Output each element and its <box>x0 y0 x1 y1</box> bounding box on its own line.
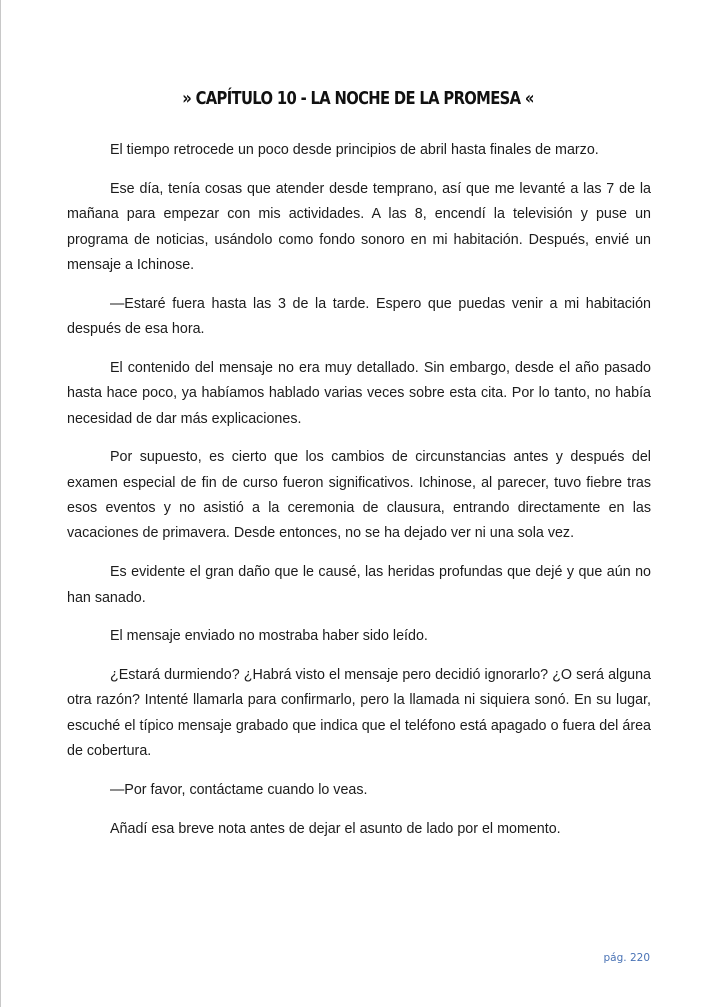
paragraph: Por supuesto, es cierto que los cambios de circunstancias antes y después del examen especial de fin de curso fueron significativos. Ichinose, al parecer, tuvo fiebre tras esos eventos y no asistió a la ceremonia de clausura, entrando directamente en las vacaciones de primavera. Desde entonces, no se ha dejado ver ni una sola vez. <box>67 449 651 542</box>
paragraph: El contenido del mensaje no era muy detallado. Sin embargo, desde el año pasado hasta hace poco, ya habíamos hablado varias veces sobre esta cita. Por lo tanto, no había necesidad de dar más explicaciones. <box>67 359 651 427</box>
paragraph: —Por favor, contáctame cuando lo veas. <box>110 781 368 798</box>
paragraph: El mensaje enviado no mostraba haber sido leído. <box>110 628 428 645</box>
paragraph: ¿Estará durmiendo? ¿Habrá visto el mensaje pero decidió ignorarlo? ¿O será alguna otra razón? Intenté llamarla para confirmarlo, pero la llamada ni siquiera sonó. En su lugar, escuché el típico mensaje grabado que indica que el teléfono está apagado o fuera del área de cobertura. <box>67 666 651 760</box>
paragraph: —Estaré fuera hasta las 3 de la tarde. Espero que puedas venir a mi habitación después de esa hora. <box>67 295 651 338</box>
paragraph: Ese día, tenía cosas que atender desde temprano, así que me levanté a las 7 de la mañana para empezar con mis actividades. A las 8, encendí la televisión y puse un programa de noticias, usándolo como fondo sonoro en mi habitación. Después, envié un mensaje a Ichinose. <box>67 180 651 273</box>
chapter-title: » CAPÍTULO 10 - LA NOCHE DE LA PROMESA « <box>182 88 534 109</box>
paragraph: El tiempo retrocede un poco desde principios de abril hasta finales de marzo. <box>110 142 599 158</box>
paragraph: Añadí esa breve nota antes de dejar el asunto de lado por el momento. <box>110 820 561 837</box>
paragraph: Es evidente el gran daño que le causé, las heridas profundas que dejé y que aún no han sanado. <box>67 564 651 606</box>
page-number: pág. 220 <box>603 952 650 964</box>
chapter-body <box>67 138 651 855</box>
